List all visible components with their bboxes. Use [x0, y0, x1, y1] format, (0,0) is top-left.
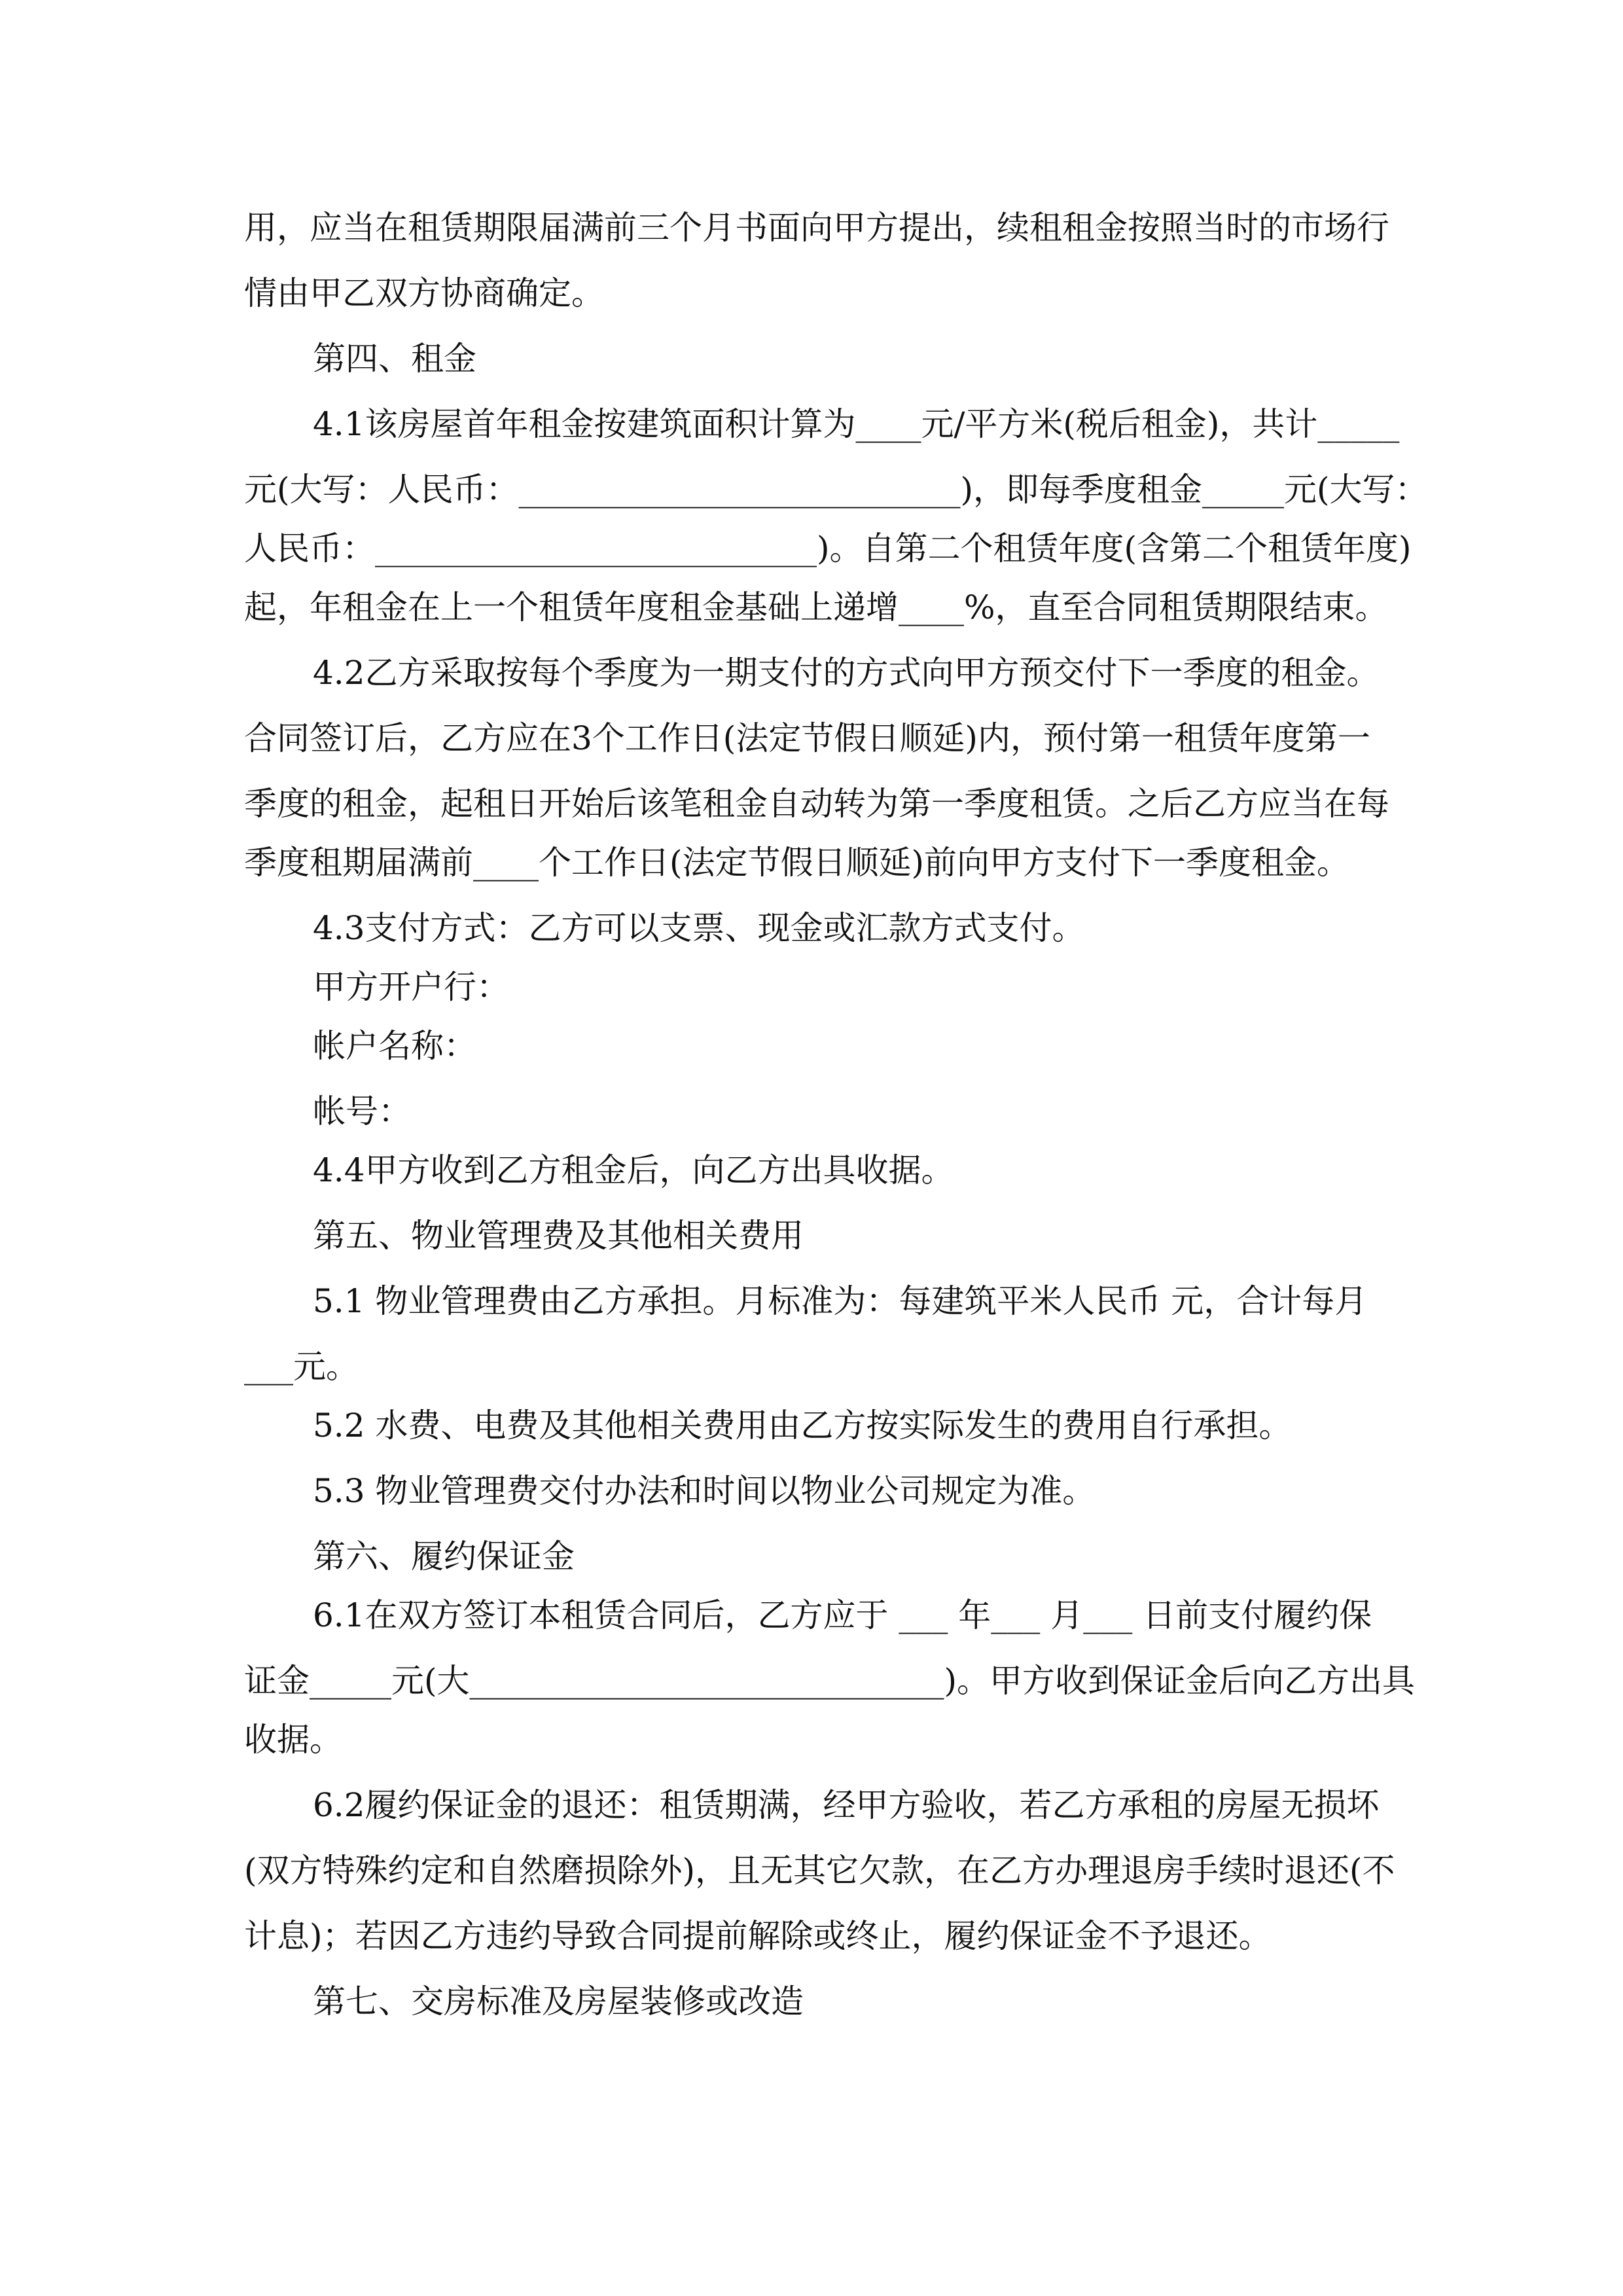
section-heading: 第四、租金 — [313, 340, 476, 378]
paragraph-line: 4.4甲方收到乙方租金后，向乙方出具收据。 — [313, 1151, 954, 1189]
paragraph-line: 情由甲乙双方协商确定。 — [244, 274, 604, 312]
section-heading: 第五、物业管理费及其他相关费用 — [313, 1217, 804, 1255]
paragraph-line: 起，年租金在上一个租赁年度租金基础上递增____%，直至合同租赁期限结束。 — [244, 588, 1388, 626]
paragraph-line: 人民币：___________________________)。自第二个租赁年度(含第二个租赁年度) — [244, 529, 1412, 567]
paragraph-line: 用，应当在租赁期限届满前三个月书面向甲方提出，续租租金按照当时的市场行 — [244, 209, 1389, 247]
paragraph-line: 4.3支付方式：乙方可以支票、现金或汇款方式支付。 — [313, 909, 1085, 947]
paragraph-line: 6.1在双方签订本租赁合同后，乙方应于 ___ 年___ 月___ 日前支付履约保 — [313, 1596, 1372, 1634]
paragraph-line: (双方特殊约定和自然磨损除外)，且无其它欠款，在乙方办理退房手续时退还(不 — [244, 1852, 1395, 1890]
paragraph-line: 证金_____元(大_____________________________)。甲方收到保证金后向乙方出具 — [244, 1662, 1416, 1700]
section-heading: 第七、交房标准及房屋装修或改造 — [313, 1982, 804, 2020]
paragraph-line: 5.2 水费、电费及其他相关费用由乙方按实际发生的费用自行承担。 — [313, 1407, 1292, 1444]
paragraph-line: 5.1 物业管理费由乙方承担。月标准为：每建筑平米人民币 元，合计每月 — [313, 1282, 1368, 1320]
paragraph-line: ___元。 — [244, 1348, 359, 1386]
paragraph-line: 帐号： — [313, 1092, 411, 1130]
paragraph-line: 甲方开户行： — [313, 968, 509, 1006]
paragraph-line: 季度租期届满前____个工作日(法定节假日顺延)前向甲方支付下一季度租金。 — [244, 844, 1350, 882]
paragraph-line: 帐户名称： — [313, 1027, 476, 1065]
section-heading: 第六、履约保证金 — [313, 1537, 575, 1575]
paragraph-line: 元(大写：人民币：___________________________)，即每季度租金_____元(大写： — [244, 471, 1428, 509]
paragraph-line: 6.2履约保证金的退还：租赁期满，经甲方验收，若乙方承租的房屋无损坏 — [313, 1786, 1380, 1824]
paragraph-line: 合同签订后，乙方应在3个工作日(法定节假日顺延)内，预付第一租赁年度第一 — [244, 719, 1370, 757]
paragraph-line: 计息)；若因乙方违约导致合同提前解除或终止，履约保证金不予退还。 — [244, 1917, 1272, 1955]
paragraph-line: 4.2乙方采取按每个季度为一期支付的方式向甲方预交付下一季度的租金。 — [313, 654, 1380, 692]
paragraph-line: 5.3 物业管理费交付办法和时间以物业公司规定为准。 — [313, 1472, 1096, 1510]
paragraph-line: 收据。 — [244, 1721, 342, 1759]
paragraph-line: 4.1该房屋首年租金按建筑面积计算为____元/平方米(税后租金)，共计_____ — [313, 405, 1400, 443]
paragraph-line: 季度的租金，起租日开始后该笔租金自动转为第一季度租赁。之后乙方应当在每 — [244, 785, 1389, 823]
